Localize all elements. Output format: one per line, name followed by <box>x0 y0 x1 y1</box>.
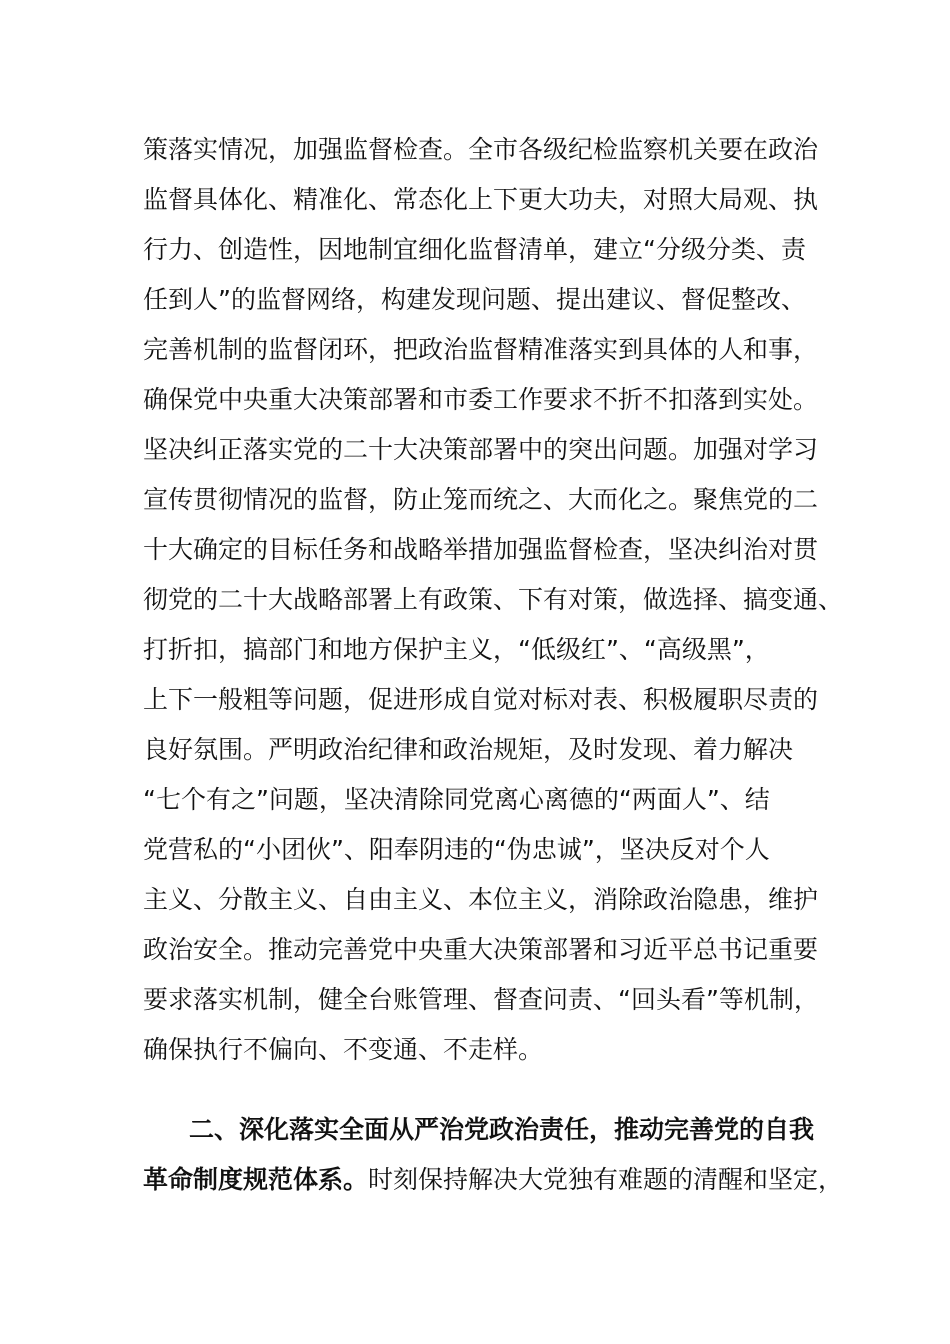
paragraph-spacer <box>143 1075 823 1105</box>
section-heading-tail: 革命制度规范体系。 <box>143 1165 369 1194</box>
text-line: 坚决纠正落实党的二十大决策部署中的突出问题。加强对学习 <box>143 435 819 464</box>
text-line: 打折扣，搞部门和地方保护主义，“低级红”、“高级黑”， <box>143 635 770 664</box>
text-line: 政治安全。推动完善党中央重大决策部署和习近平总书记重要 <box>143 935 819 964</box>
document-body <box>143 125 844 1205</box>
paragraph-text: 时刻保持解决大党独有难题的清醒和坚定， <box>368 1165 844 1194</box>
text-line: 良好氛围。严明政治纪律和政治规矩，及时发现、着力解决 <box>143 735 794 764</box>
text-line: 行力、创造性，因地制宜细化监督清单，建立“分级分类、责 <box>143 235 806 264</box>
text-line: 宣传贯彻情况的监督，防止笼而统之、大而化之。聚焦党的二 <box>143 485 819 514</box>
text-line: 完善机制的监督闭环，把政治监督精准落实到具体的人和事， <box>143 335 819 364</box>
text-line <box>143 1155 844 1205</box>
text-line: 监督具体化、精准化、常态化上下更大功夫，对照大局观、执 <box>143 185 819 214</box>
text-line: 任到人”的监督网络，构建发现问题、提出建议、督促整改、 <box>143 285 806 314</box>
text-line: 彻党的二十大战略部署上有政策、下有对策，做选择、搞变通、 <box>143 585 844 614</box>
paragraph-2 <box>143 1105 844 1205</box>
section-heading-line: 二、深化落实全面从严治党政治责任，推动完善党的自我 <box>189 1115 815 1144</box>
text-line: 上下一般粗等问题，促进形成自觉对标对表、积极履职尽责的 <box>143 685 819 714</box>
text-line: 确保党中央重大决策部署和市委工作要求不折不扣落到实处。 <box>143 385 819 414</box>
text-line: 十大确定的目标任务和战略举措加强监督检查，坚决纠治对贯 <box>143 535 819 564</box>
text-line: 党营私的“小团伙”、阳奉阴违的“伪忠诚”，坚决反对个人 <box>143 835 770 864</box>
text-line: 策落实情况，加强监督检查。全市各级纪检监察机关要在政治 <box>143 135 819 164</box>
paragraph-1 <box>143 125 844 1075</box>
text-line: 确保执行不偏向、不变通、不走样。 <box>143 1035 544 1064</box>
text-line: 主义、分散主义、自由主义、本位主义，消除政治隐患，维护 <box>143 885 819 914</box>
text-line: “七个有之”问题，坚决清除同党离心离德的“两面人”、结 <box>143 785 770 814</box>
text-line: 要求落实机制，健全台账管理、督查问责、“回头看”等机制， <box>143 985 819 1014</box>
